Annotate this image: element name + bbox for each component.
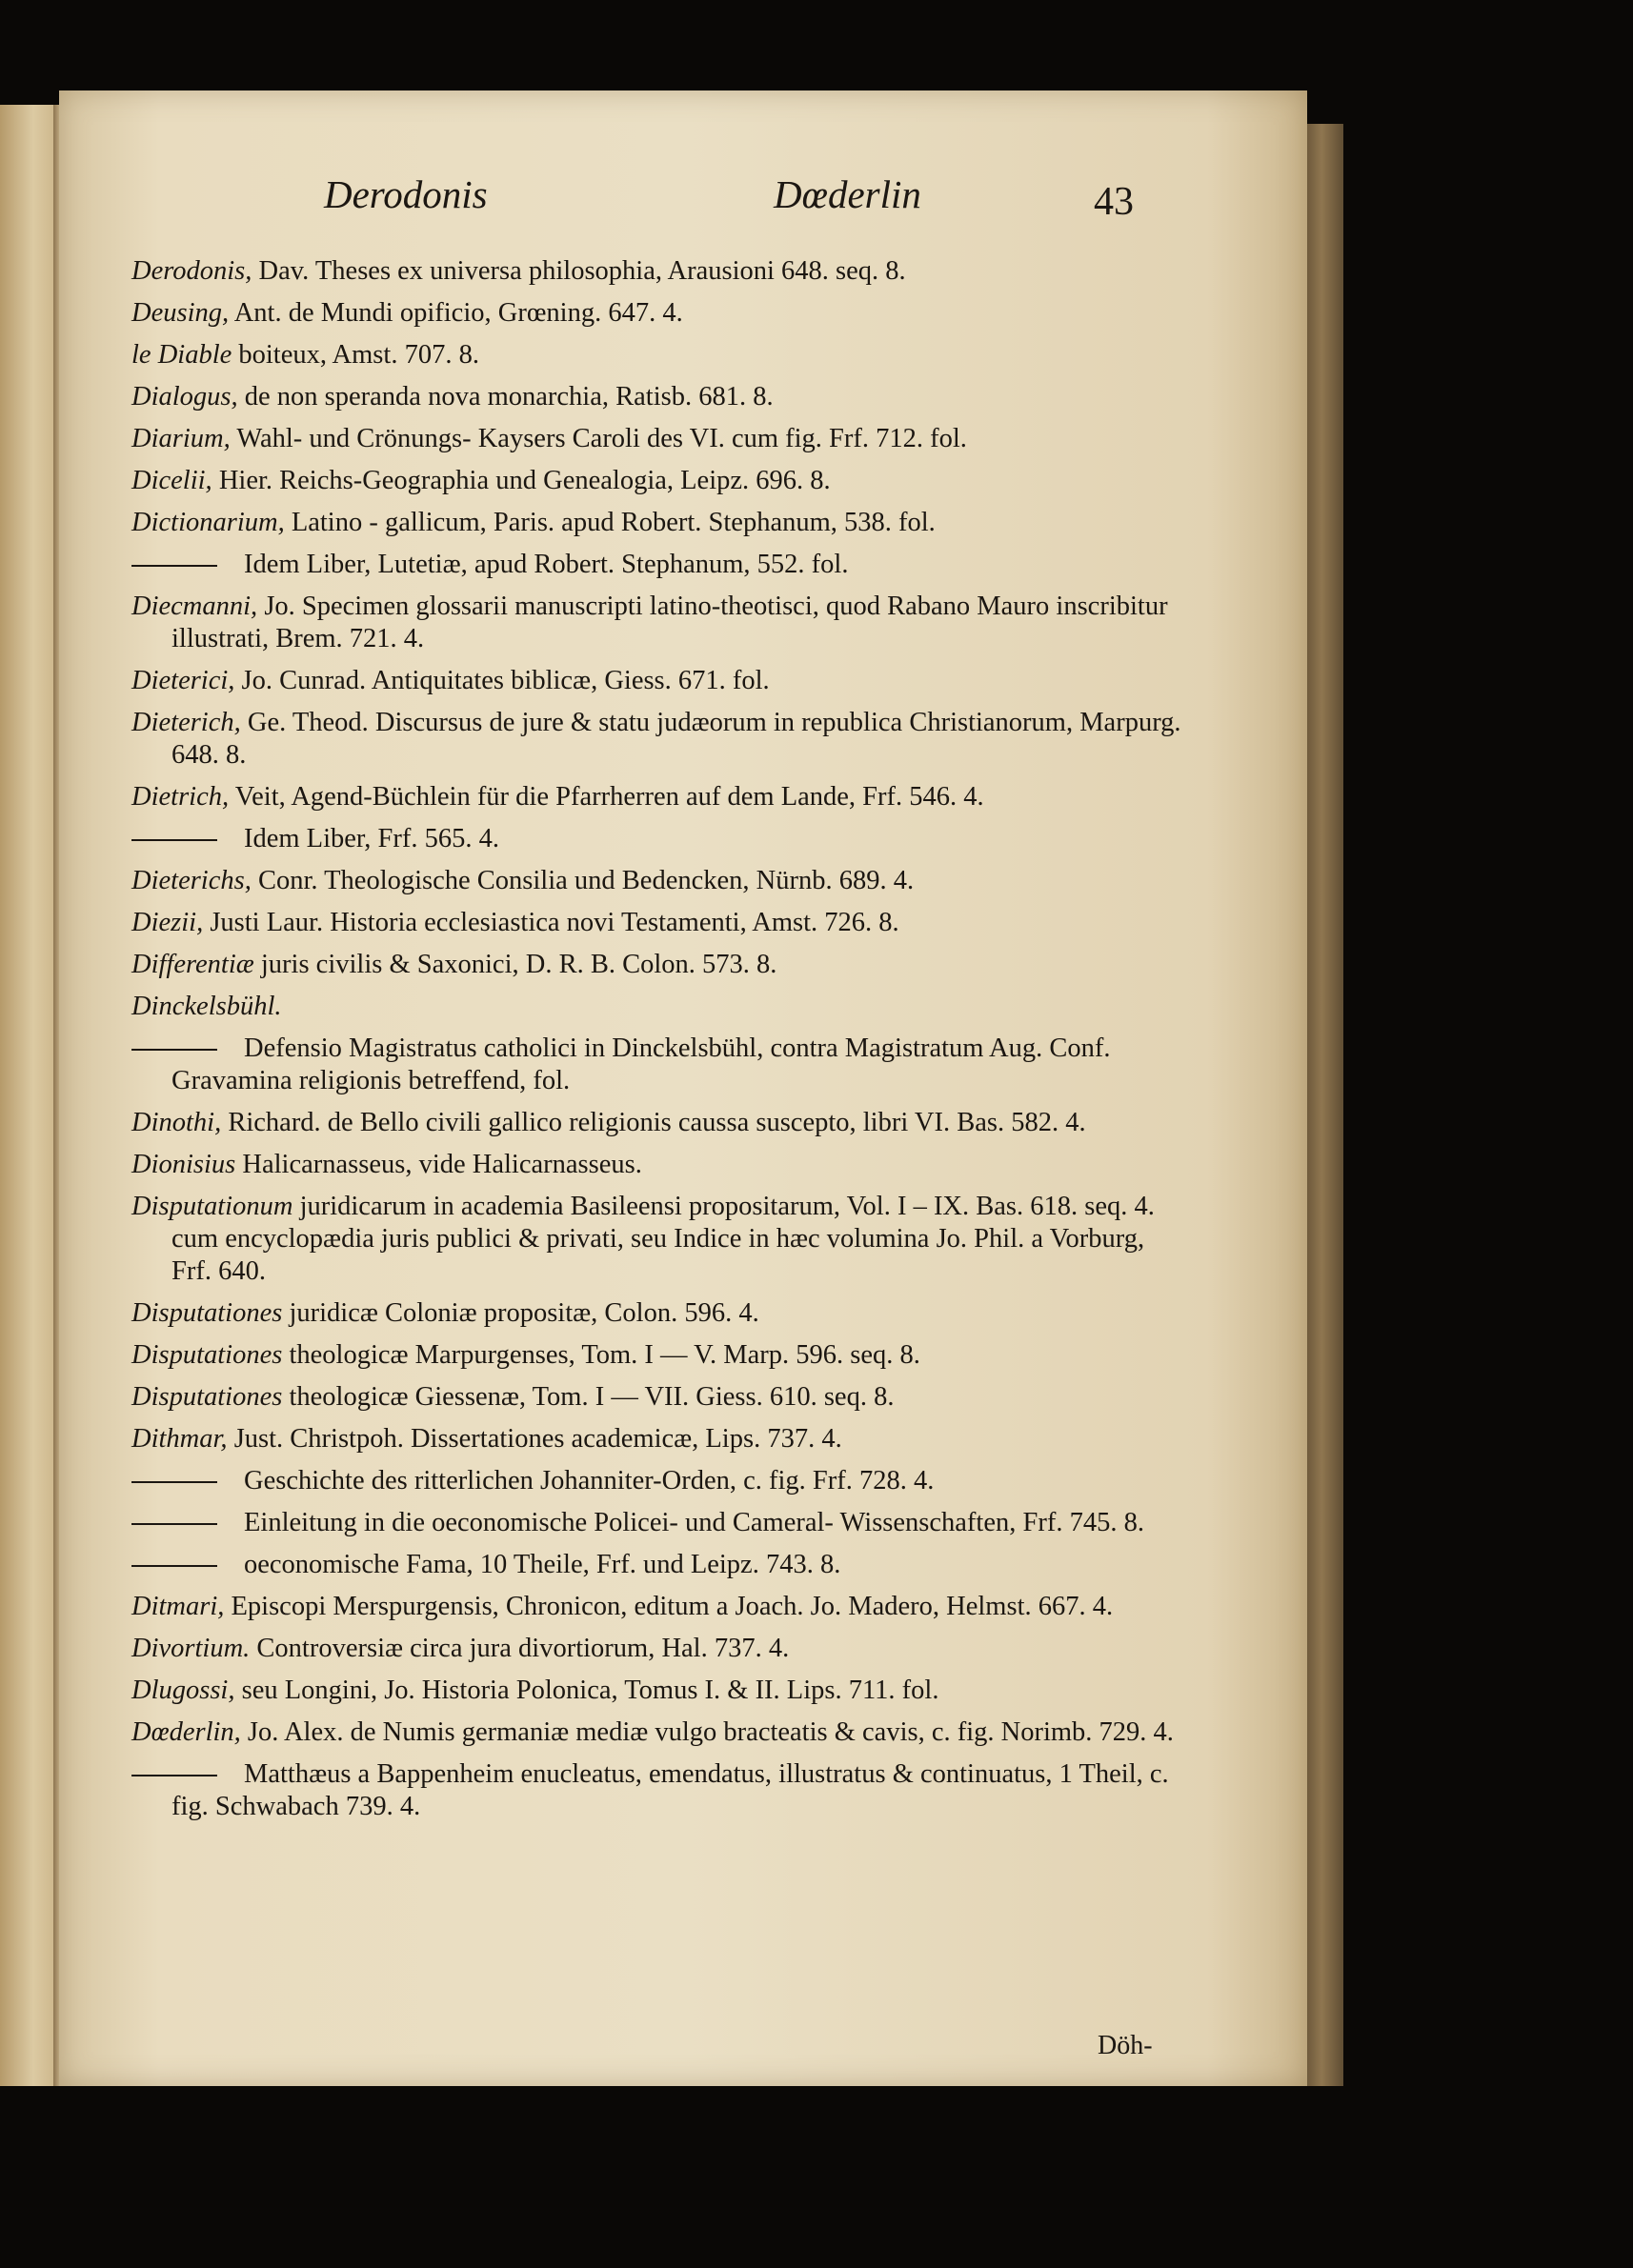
entry-text: theologicæ Giessenæ, Tom. I — VII. Giess. 610. seq. 8. [289,1382,895,1412]
entry-headword: Dithmar, [131,1424,228,1454]
ditto-dash [131,839,217,841]
entry-text: Idem Liber, Frf. 565. 4. [244,824,499,853]
entry-headword: Dlugossi, [131,1676,235,1705]
entry-headword: Dieterici, [131,666,235,695]
bibliography-entry [131,507,1189,539]
entry-headword: Dietrich, [131,782,230,812]
ditto-dash [131,1775,217,1776]
bibliography-entry [131,591,1189,655]
bibliography-entry [131,1423,1189,1455]
bibliography-entry [131,1191,1189,1288]
bibliography-list [131,255,1189,1833]
entry-text: boiteux, Amst. 707. 8. [238,340,479,370]
entry-text: Episcopi Merspurgensis, Chronicon, editum a Joach. Jo. Madero, Helmst. 667. 4. [231,1592,1114,1621]
entry-text: Halicarnasseus, vide Halicarnasseus. [242,1150,642,1179]
bibliography-entry [131,255,1189,288]
bibliography-entry [131,665,1189,697]
running-header [286,171,1153,238]
entry-headword: Disputationes [131,1298,283,1328]
entry-headword: Deusing, [131,298,230,328]
entry-headword: Disputationum [131,1192,293,1221]
entry-text: Einleitung in die oeconomische Policei- und Cameral- Wissenschaften, Frf. 745. 8. [244,1508,1144,1537]
entry-text: Matthæus a Bappenheim enucleatus, emendatus, illustratus & continuatus, 1 Theil, c. fig. Schwabach 739. 4. [171,1759,1169,1821]
entry-headword: Disputationes [131,1382,283,1412]
bibliography-entry [131,1507,1189,1539]
bibliography-entry [131,1591,1189,1623]
entry-text: juris civilis & Saxonici, D. R. B. Colon. 573. 8. [260,950,777,979]
bibliography-entry [131,991,1189,1023]
bibliography-entry [131,1758,1189,1823]
bibliography-entry [131,907,1189,939]
bibliography-entry [131,1381,1189,1414]
entry-text: juridicarum in academia Basileensi propositarum, Vol. I – IX. Bas. 618. seq. 4. cum encyclopædia juris publici & privati, seu Indice in hæc volumina Jo. Phil. a Vorburg, Frf. 640. [171,1192,1155,1286]
entry-headword: Dionisius [131,1150,236,1179]
entry-text: juridicæ Coloniæ propositæ, Colon. 596. 4. [289,1298,759,1328]
facing-page-edge [0,105,55,2086]
bibliography-entry [131,949,1189,981]
bibliography-entry [131,465,1189,497]
entry-headword: Dœderlin, [131,1717,241,1747]
entry-text: Just. Christpoh. Dissertationes academicæ, Lips. 737. 4. [233,1424,842,1454]
bibliography-entry [131,381,1189,413]
entry-headword: Differentiæ [131,950,254,979]
entry-headword: Diarium, [131,424,231,453]
catchword: Döh- [1098,2031,1153,2060]
entry-headword: le Diable [131,340,232,370]
entry-headword: Disputationes [131,1340,283,1370]
entry-headword: Dicelii, [131,466,212,495]
entry-text: Richard. de Bello civili gallico religionis caussa suscepto, libri VI. Bas. 582. 4. [228,1108,1086,1137]
entry-text: Geschichte des ritterlichen Johanniter-Orden, c. fig. Frf. 728. 4. [244,1466,935,1495]
entry-text: Ge. Theod. Discursus de jure & statu judæorum in republica Christianorum, Marpurg. 648. 8. [171,708,1181,770]
entry-text: Wahl- und Crönungs- Kaysers Caroli des VI. cum fig. Frf. 712. fol. [236,424,967,453]
entry-headword: Divortium. [131,1634,251,1663]
ditto-dash [131,1565,217,1567]
entry-text: Jo. Cunrad. Antiquitates biblicæ, Giess. 671. fol. [241,666,770,695]
bibliography-entry [131,423,1189,455]
entry-headword: Dictionarium, [131,508,285,537]
entry-text: Jo. Specimen glossarii manuscripti latino-theotisci, quod Rabano Mauro inscribitur illustrati, Brem. 721. 4. [171,592,1168,653]
ditto-dash [131,1481,217,1483]
bibliography-entry [131,1107,1189,1139]
entry-text: Ant. de Mundi opificio, Grœning. 647. 4. [233,298,683,328]
bibliography-entry [131,1549,1189,1581]
entry-headword: Diecmanni, [131,592,258,621]
entry-text: Idem Liber, Lutetiæ, apud Robert. Stephanum, 552. fol. [244,550,849,579]
bibliography-entry [131,1633,1189,1665]
bibliography-entry [131,549,1189,581]
bibliography-entry [131,1033,1189,1097]
bibliography-entry [131,707,1189,772]
entry-headword: Dinckelsbühl. [131,992,282,1021]
running-head-right: Dœderlin [774,172,921,216]
page-stack-edge [1307,124,1343,2086]
entry-text: Jo. Alex. de Numis germaniæ mediæ vulgo bracteatis & cavis, c. fig. Norimb. 729. 4. [247,1717,1174,1747]
entry-headword: Dialogus, [131,382,238,411]
entry-headword: Dinothi, [131,1108,222,1137]
ditto-dash [131,1523,217,1525]
bibliography-entry [131,1465,1189,1497]
bibliography-entry [131,781,1189,813]
page-number: 43 [1094,180,1134,224]
entry-text: Veit, Agend-Büchlein für die Pfarrherren auf dem Lande, Frf. 546. 4. [234,782,984,812]
ditto-dash [131,565,217,567]
entry-headword: Ditmari, [131,1592,225,1621]
entry-text: oeconomische Fama, 10 Theile, Frf. und Leipz. 743. 8. [244,1550,841,1579]
bibliography-entry [131,865,1189,897]
entry-text: Conr. Theologische Consilia und Bedencken, Nürnb. 689. 4. [257,866,915,895]
bibliography-entry [131,1716,1189,1749]
bibliography-entry [131,1675,1189,1707]
entry-text: Dav. Theses ex universa philosophia, Arausioni 648. seq. 8. [258,256,906,286]
bibliography-entry [131,823,1189,855]
bibliography-entry [131,1297,1189,1330]
entry-text: Hier. Reichs-Geographia und Genealogia, Leipz. 696. 8. [218,466,831,495]
ditto-dash [131,1049,217,1051]
bibliography-entry [131,297,1189,330]
entry-headword: Dieterichs, [131,866,252,895]
entry-text: Justi Laur. Historia ecclesiastica novi Testamenti, Amst. 726. 8. [210,908,899,937]
entry-headword: Dieterich, [131,708,241,737]
entry-text: Controversiæ circa jura divortiorum, Hal. 737. 4. [256,1634,790,1663]
bibliography-entry [131,1149,1189,1181]
entry-text: de non speranda nova monarchia, Ratisb. 681. 8. [244,382,774,411]
entry-text: Latino - gallicum, Paris. apud Robert. Stephanum, 538. fol. [291,508,936,537]
bibliography-entry [131,339,1189,371]
entry-text: Defensio Magistratus catholici in Dinckelsbühl, contra Magistratum Aug. Conf. Gravamina religionis betreffend, fol. [171,1034,1111,1095]
entry-text: seu Longini, Jo. Historia Polonica, Tomus I. & II. Lips. 711. fol. [241,1676,939,1705]
entry-headword: Derodonis, [131,256,252,286]
bibliography-entry [131,1339,1189,1372]
running-head-left: Derodonis [324,172,488,216]
entry-headword: Diezii, [131,908,204,937]
entry-text: theologicæ Marpurgenses, Tom. I — V. Marp. 596. seq. 8. [289,1340,920,1370]
